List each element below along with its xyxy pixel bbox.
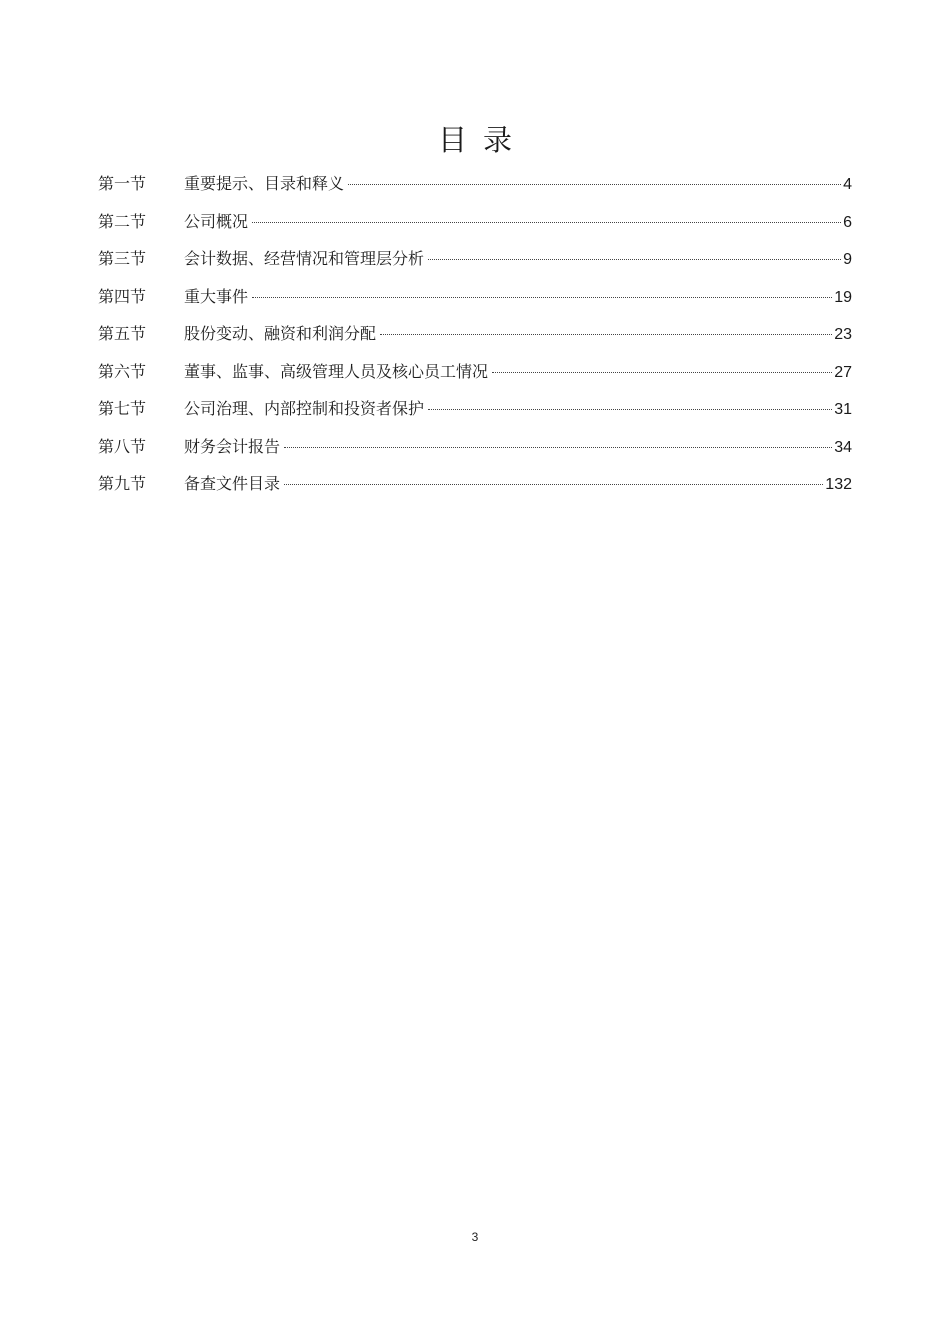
dot-leader xyxy=(380,334,832,335)
toc-entry-title: 财务会计报告 xyxy=(184,436,281,456)
toc-entry-2[interactable] xyxy=(98,203,852,241)
toc-entry-title: 会计数据、经营情况和管理层分析 xyxy=(184,249,425,268)
footer-page-number: 3 xyxy=(471,1230,479,1244)
dot-leader xyxy=(252,297,832,298)
dot-leader xyxy=(428,259,841,260)
toc-page-number: 9 xyxy=(843,251,852,268)
toc-entry-6[interactable] xyxy=(98,353,852,391)
toc-entry-title: 公司治理、内部控制和投资者保护 xyxy=(184,399,425,418)
toc-section-label: 第五节 xyxy=(98,324,147,343)
toc-entry-9[interactable] xyxy=(98,465,852,503)
toc-section-label: 第六节 xyxy=(98,361,147,381)
toc-page-number: 132 xyxy=(825,476,852,493)
toc-section-label: 第一节 xyxy=(98,174,147,193)
toc-entry-1[interactable] xyxy=(98,165,852,203)
toc-entry-4[interactable] xyxy=(98,278,852,316)
toc-entry-title: 备查文件目录 xyxy=(184,474,281,493)
dot-leader xyxy=(492,372,832,373)
toc-entry-title: 董事、监事、高级管理人员及核心员工情况 xyxy=(184,361,489,381)
dot-leader xyxy=(284,484,823,485)
toc-entry-8[interactable] xyxy=(98,428,852,466)
dot-leader xyxy=(428,409,832,410)
toc-entry-7[interactable] xyxy=(98,390,852,428)
dot-leader xyxy=(252,222,841,223)
toc-section-label: 第七节 xyxy=(98,399,147,418)
dot-leader xyxy=(348,184,841,185)
toc-entry-5[interactable] xyxy=(98,315,852,353)
toc-page-number: 19 xyxy=(834,288,852,306)
toc-entry-title: 公司概况 xyxy=(184,211,249,231)
toc-page-number: 31 xyxy=(834,401,852,418)
toc-section-label: 第二节 xyxy=(98,211,147,231)
toc-section-label: 第三节 xyxy=(98,249,147,268)
toc-entry-title: 股份变动、融资和利润分配 xyxy=(184,324,377,343)
toc-section-label: 第八节 xyxy=(98,436,147,456)
table-of-contents xyxy=(98,165,852,503)
toc-entry-title: 重要提示、目录和释义 xyxy=(184,174,345,193)
dot-leader xyxy=(284,447,832,448)
toc-entry-title: 重大事件 xyxy=(184,286,249,306)
toc-page-number: 34 xyxy=(834,438,852,456)
toc-page-number: 6 xyxy=(843,213,852,231)
toc-entry-3[interactable] xyxy=(98,240,852,278)
page-title: 目录 xyxy=(437,123,528,157)
toc-section-label: 第四节 xyxy=(98,286,147,306)
toc-page-number: 27 xyxy=(834,363,852,381)
toc-page-number: 23 xyxy=(834,326,852,343)
toc-section-label: 第九节 xyxy=(98,474,147,493)
toc-page-number: 4 xyxy=(843,176,852,193)
